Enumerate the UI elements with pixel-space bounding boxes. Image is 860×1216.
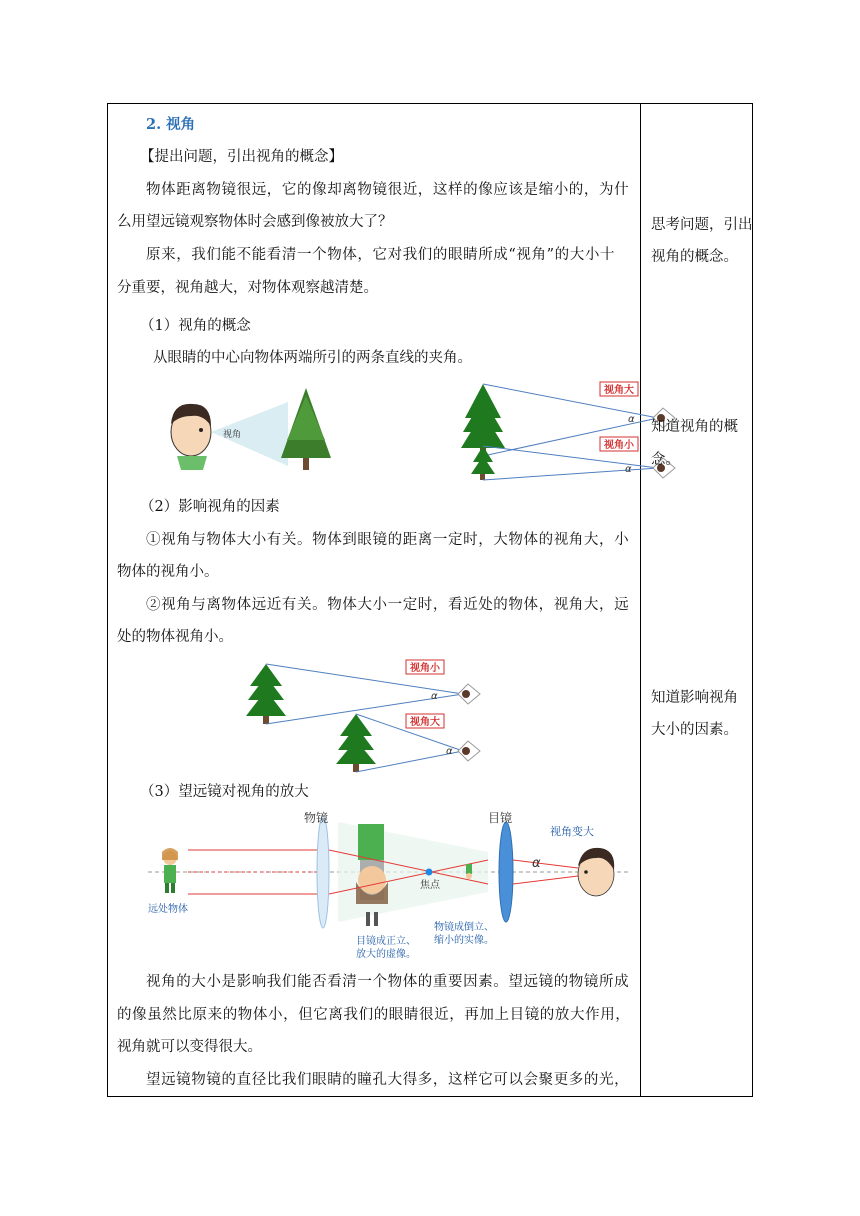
note1-line-1: 思考问题，引出 — [651, 217, 753, 233]
summary-line-1: 视角的大小是影响我们能否看清一个物体的重要因素。望远镜的物镜所成 — [146, 974, 630, 990]
note1-line-2: 视角的概念。 — [651, 249, 738, 265]
distance-angle-figure — [238, 654, 498, 774]
lesson-table — [107, 103, 753, 1097]
face-angle-label: 视角 — [223, 430, 242, 440]
eye-icon-3 — [458, 684, 480, 704]
explain-line-1: 原来，我们能不能看清一个物体，它对我们的眼睛所成“视角”的大小十 — [146, 247, 616, 263]
factor1-line-2: 物体的视角小。 — [117, 564, 219, 580]
far-object-person-icon — [162, 848, 178, 893]
notes-column — [641, 104, 752, 1096]
ray-out-1 — [513, 860, 578, 868]
focal-point — [426, 869, 433, 876]
question-line-2: 么用望远镜观察物体时会感到像被放大了？ — [117, 214, 393, 230]
note2-line-2: 念。 — [651, 452, 680, 468]
note3-line-2: 大小的因素。 — [651, 722, 738, 738]
virtual-image-label-2: 放大的虚像。 — [356, 949, 416, 960]
small-real-image-icon — [466, 864, 472, 879]
large-pine-tree-icon — [281, 388, 331, 470]
far-alpha: α — [431, 691, 438, 702]
near-big-text: 视角大 — [410, 717, 440, 728]
alpha-label-bottom: α — [625, 464, 632, 475]
viewer-boy-face-icon — [578, 848, 614, 896]
note3-line-1: 知道影响视角 — [651, 690, 738, 706]
eye-icon-4 — [458, 741, 480, 761]
far-tree-icon — [246, 664, 286, 724]
telescope-alpha: α — [532, 856, 541, 871]
ray-bottom-2 — [483, 468, 658, 480]
objective-lens — [317, 816, 329, 928]
alpha-label-top: α — [628, 414, 635, 425]
far-small-text: 视角小 — [410, 663, 440, 674]
sub1-title: （1）视角的概念 — [140, 318, 251, 334]
sub1-definition: 从眼睛的中心向物体两端所引的两条直线的夹角。 — [153, 350, 472, 366]
note2-line-1: 知道视角的概 — [651, 419, 738, 435]
visual-angle-figure — [163, 374, 635, 489]
factor2-line-2: 处的物体视角小。 — [117, 629, 233, 645]
factor1-line-1: ①视角与物体大小有关。物体到眼镜的距离一定时，大物体的视角大，小 — [146, 532, 630, 548]
sub3-title: （3）望远镜对视角的放大 — [140, 784, 309, 800]
real-image-label-1: 物镜成倒立、 — [434, 922, 494, 933]
angle-bigger-label: 视角变大 — [550, 825, 594, 838]
objective-label: 物镜 — [304, 811, 329, 825]
last-line-1: 望远镜物镜的直径比我们眼睛的瞳孔大得多，这样它可以会聚更多的光， — [146, 1072, 630, 1088]
focus-label: 焦点 — [420, 880, 440, 891]
intro-label: 【提出问题，引出视角的概念】 — [140, 149, 343, 165]
small-tree-icon — [471, 446, 495, 480]
near-tree-icon — [336, 714, 376, 772]
boy-face-icon — [171, 404, 211, 470]
explain-line-2: 分重要，视角越大，对物体观察越清楚。 — [117, 280, 378, 296]
summary-line-3: 视角就可以变得很大。 — [117, 1039, 262, 1055]
content-column — [108, 104, 640, 1096]
big-angle-text: 视角大 — [604, 385, 634, 396]
big-tree-icon — [461, 384, 505, 456]
near-alpha: α — [446, 746, 453, 757]
far-object-label: 远处物体 — [148, 904, 188, 915]
ray-out-2 — [513, 876, 578, 884]
eyepiece-lens — [499, 822, 513, 922]
question-line-1: 物体距离物镜很远，它的像却离物镜很近，这样的像应该是缩小的，为什 — [146, 182, 630, 198]
telescope-figure — [148, 812, 633, 962]
eyepiece-label: 目镜 — [488, 811, 513, 825]
sub2-title: （2）影响视角的因素 — [140, 499, 280, 515]
real-image-label-2: 缩小的实像。 — [434, 935, 494, 946]
small-angle-text: 视角小 — [604, 440, 634, 451]
virtual-image-label-1: 目镜成正立、 — [356, 936, 416, 947]
section-heading: 2. 视角 — [146, 116, 196, 133]
factor2-line-1: ②视角与离物体远近有关。物体大小一定时，看近处的物体，视角大，远 — [146, 597, 630, 613]
summary-line-2: 的像虽然比原来的物体小，但它离我们的眼睛很近，再加上目镜的放大作用， — [117, 1007, 631, 1023]
